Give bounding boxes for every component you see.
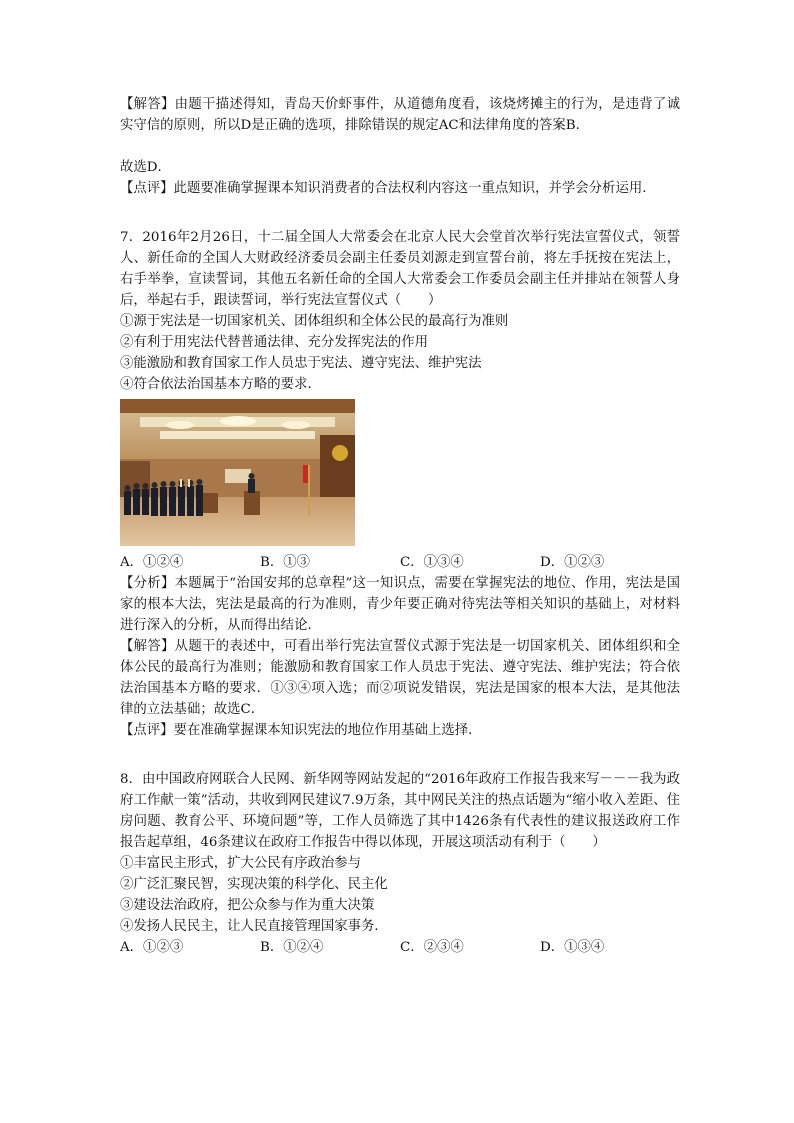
q7-item-2: ②有利于用宪法代替普通法律、充分发挥宪法的作用	[120, 335, 428, 350]
q8-item-1: ①丰富民主形式，扩大公民有序政治参与	[120, 856, 362, 871]
q7-option-b[interactable]: B．①③	[260, 555, 311, 570]
q6-answer: 【解答】由题干描述得知，青岛天价虾事件，从道德角度看，该烧烤摊主的行为，是违背了诚实守信的原则，所以D是正确的选项，排除错误的规定AC和法律角度的答案B．	[120, 97, 680, 133]
q7-analysis: 【分析】本题属于“治国安邦的总章程”这一知识点，需要在掌握宪法的地位、作用，宪法是国家的根本大法，宪法是最高的行为准则，青少年要正确对待宪法等相关知识的基础上，对材料进行深入的分析，从而得出结论．	[120, 576, 680, 633]
q7-options	[120, 552, 680, 573]
q8-item-4: ④发扬人民民主，让人民直接管理国家事务．	[120, 919, 388, 934]
q7-item-4: ④符合依法治国基本方略的要求．	[120, 377, 321, 392]
q7-answer: 【解答】从题干的表述中，可看出举行宪法宣誓仪式源于宪法是一切国家机关、团体组织和全体公民的最高行为准则；能激励和教育国家工作人员忠于宪法、遵守宪法、维护宪法；符合依法治国基本方略的要求．①③④项入选；而②项说发错误，宪法是国家的根本大法，是其他法律的立法基础；故选C．	[120, 639, 680, 717]
q7-comment: 【点评】要在准确掌握课本知识宪法的地位作用基础上选择．	[120, 723, 482, 738]
q7-stem: 7．2016年2月26日，十二届全国人大常委会在北京人民大会堂首次举行宪法宣誓仪式，领誓人、新任命的全国人大财政经济委员会副主任委员刘源走到宣誓台前，将左手抚按在宪法上，右手举拳，宣读誓词，其他五名新任命的全国人大常委会工作委员会副主任并排站在领誓人身后，举起右手，跟读誓词，举行宪法宣誓仪式（ ）	[120, 230, 680, 308]
q7-item-3: ③能激励和教育国家工作人员忠于宪法、遵守宪法、维护宪法	[120, 356, 482, 371]
oath-ceremony-photo	[120, 399, 355, 546]
q7-option-d[interactable]: D．①②③	[540, 555, 605, 570]
q8-options	[120, 937, 680, 958]
q6-choice: 故选D．	[120, 160, 171, 175]
q8-item-2: ②广泛汇聚民智，实现决策的科学化、民主化	[120, 877, 388, 892]
q8-item-3: ③建设法治政府，把公众参与作为重大决策	[120, 898, 375, 913]
q8-option-b[interactable]: B．①②④	[260, 940, 324, 955]
q7-option-a[interactable]: A．①②④	[120, 555, 184, 570]
q8-option-a[interactable]: A．①②③	[120, 940, 184, 955]
q6-comment: 【点评】此题要准确掌握课本知识消费者的合法权利内容这一重点知识，并学会分析运用．	[120, 181, 656, 196]
q7-item-1: ①源于宪法是一切国家机关、团体组织和全体公民的最高行为准则	[120, 314, 509, 329]
q8-stem: 8．由中国政府网联合人民网、新华网等网站发起的“2016年政府工作报告我来写－－－我为政府工作献一策”活动，共收到网民建议7.9万条，其中网民关注的热点话题为“缩小收入差距、住房问题、教育公平、环境问题”等，工作人员筛选了其中1426条有代表性的建议报送政府工作报告起草组，46条建议在政府工作报告中得以体现，开展这项活动有利于（ ）	[120, 772, 680, 850]
q8-option-d[interactable]: D．①③④	[540, 940, 605, 955]
document-page	[120, 94, 680, 958]
q7-option-c[interactable]: C．①③④	[400, 555, 464, 570]
q8-option-c[interactable]: C．②③④	[400, 940, 464, 955]
